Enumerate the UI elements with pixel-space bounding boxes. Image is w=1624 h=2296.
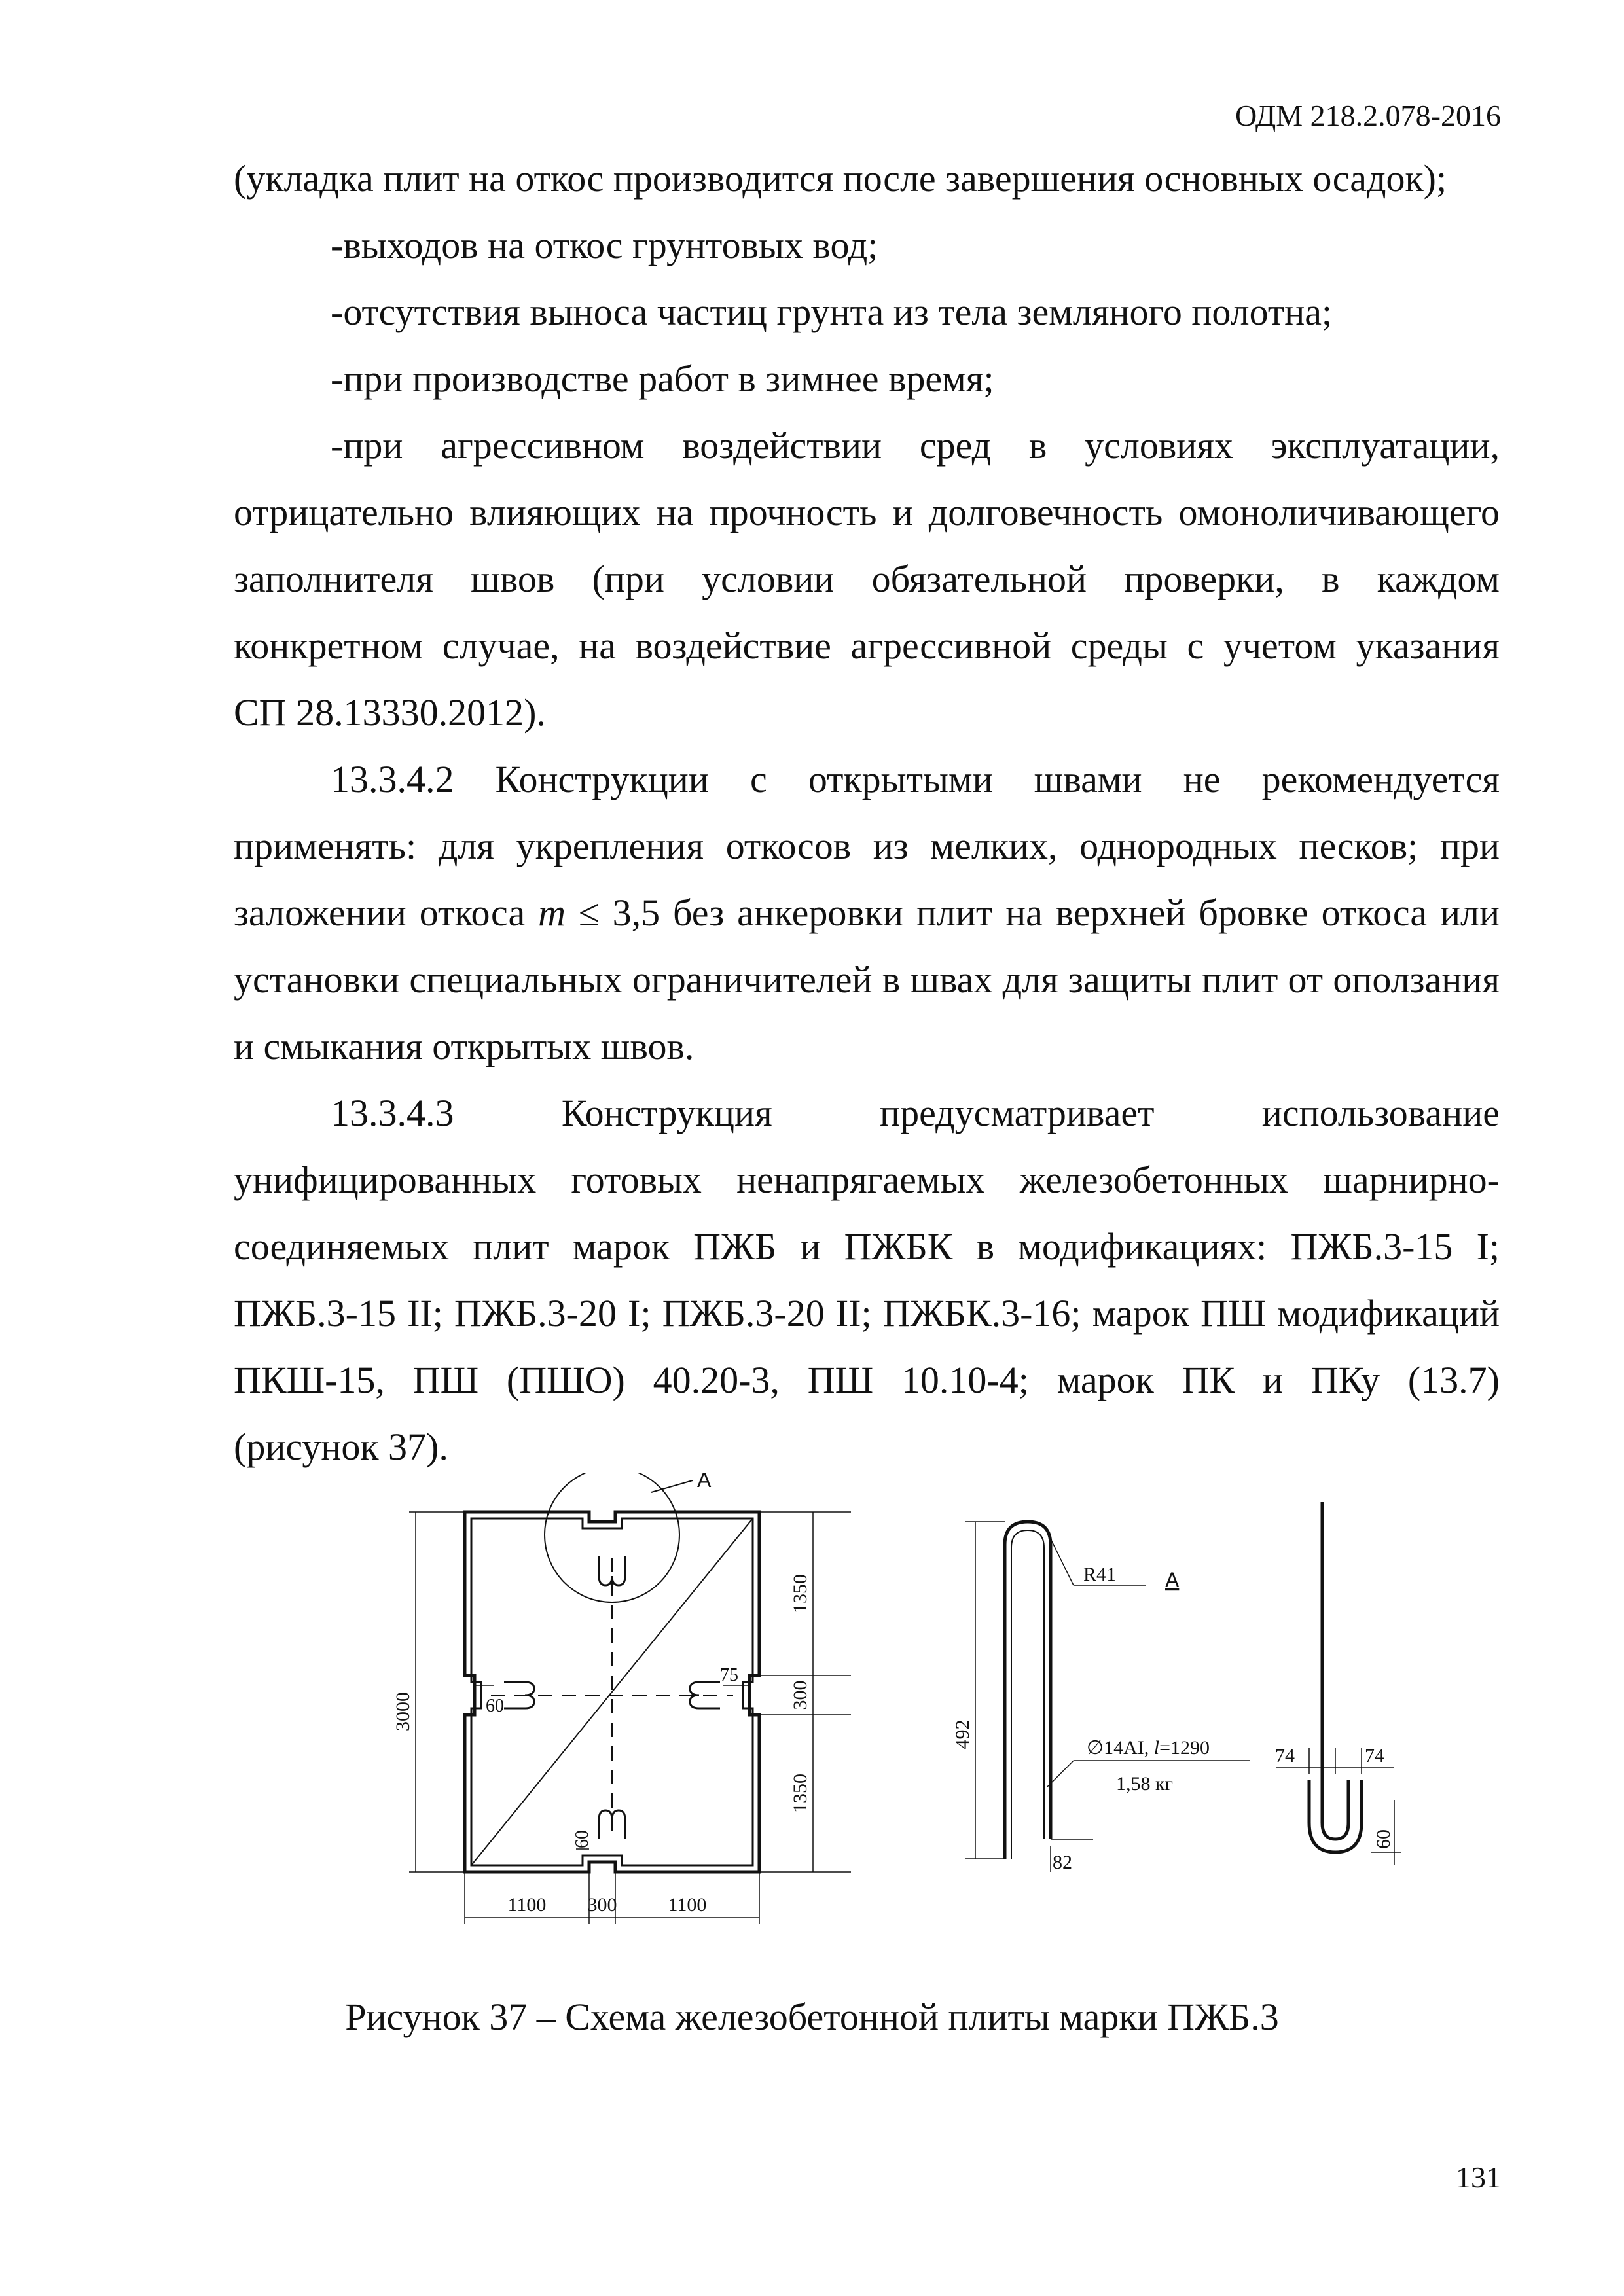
text-line xyxy=(234,880,1500,946)
rebar-spec xyxy=(1087,1737,1210,1759)
dim-bottom-right: 1100 xyxy=(668,1894,707,1916)
detail-title: А xyxy=(1165,1568,1180,1592)
side-dim-depth: 60 xyxy=(1373,1829,1394,1849)
figure-37 xyxy=(347,1473,1460,1964)
figure-caption: Рисунок 37 – Схема железобетонной плиты марки ПЖБ.3 xyxy=(345,1996,1279,2038)
leader-line xyxy=(1049,1535,1074,1585)
text-line: применять: для укрепления откосов из мелких, однородных песков; при xyxy=(234,825,1500,867)
body-text xyxy=(234,145,1500,1480)
dim-notch-right: 75 xyxy=(720,1665,738,1685)
page-number: 131 xyxy=(1456,2161,1501,2194)
dim-notch-left: 60 xyxy=(486,1696,504,1716)
text-line: унифицированных готовых ненапрягаемых железобетонных шарнирно- xyxy=(234,1158,1500,1201)
text-line: ПЖБ.3-15 II; ПЖБ.3-20 I; ПЖБ.3-20 II; ПЖБК.3-16; марок ПШ модификаций xyxy=(234,1292,1500,1335)
dim-middle-part: 300 xyxy=(789,1680,811,1710)
text-fragment: ≤ 3,5 без анкеровки плит на верхней бровке откоса или xyxy=(566,891,1500,934)
text-line: и смыкания открытых швов. xyxy=(234,1025,695,1067)
dim-notch-bottom: 60 xyxy=(572,1830,592,1848)
callout-leader xyxy=(651,1480,693,1492)
list-item: -выходов на откос грунтовых вод; xyxy=(331,224,878,266)
dim-height-total: 3000 xyxy=(392,1692,414,1731)
rebar-diameter: ∅14AI, xyxy=(1087,1737,1154,1759)
text-fragment: заложении откоса xyxy=(234,891,539,934)
slope-symbol: m xyxy=(538,891,566,934)
list-item: -при производстве работ в зимнее время; xyxy=(331,357,994,400)
text-line: отрицательно влияющих на прочность и долговечность омоноличивающего xyxy=(234,491,1500,533)
list-item: -при агрессивном воздействии сред в условиях эксплуатации, xyxy=(331,424,1500,467)
dim-bottom-mid: 300 xyxy=(587,1894,617,1916)
text-line: (укладка плит на откос производится после завершения основных осадок); xyxy=(234,157,1447,200)
loop-side-view xyxy=(1309,1502,1362,1852)
dim-top-part: 1350 xyxy=(789,1574,811,1613)
loop-foot: 82 xyxy=(1053,1852,1072,1873)
text-line: соединяемых плит марок ПЖБ и ПЖБК в модификациях: ПЖБ.3-15 I; xyxy=(234,1225,1500,1268)
loop-radius: R41 xyxy=(1083,1564,1117,1585)
loop-rod-inner xyxy=(1011,1530,1044,1859)
text-line: СП 28.13330.2012). xyxy=(234,691,546,734)
loop-length: 492 xyxy=(952,1719,973,1749)
rebar-length: =1290 xyxy=(1159,1737,1210,1759)
text-line: ПКШ-15, ПШ (ПШО) 40.20-3, ПШ 10.10-4; марок ПК и ПКу (13.7) xyxy=(234,1359,1500,1401)
rebar-length-symbol: l xyxy=(1153,1737,1160,1759)
clause-13-3-4-2: 13.3.4.2 Конструкции с открытыми швами не рекомендуется xyxy=(331,758,1500,800)
slab-drawing xyxy=(347,1473,1460,1964)
text-line: (рисунок 37). xyxy=(234,1426,448,1468)
clause-13-3-4-3: 13.3.4.3 Конструкция предусматривает использование xyxy=(331,1092,1500,1134)
document-code: ОДМ 218.2.078-2016 xyxy=(1235,99,1501,132)
dim-bottom-part: 1350 xyxy=(789,1774,811,1813)
side-dim-left: 74 xyxy=(1275,1745,1295,1767)
dim-bottom-left: 1100 xyxy=(507,1894,547,1916)
list-item: -отсутствия выноса частиц грунта из тела земляного полотна; xyxy=(331,291,1333,333)
text-line: конкретном случае, на воздействие агрессивной среды с учетом указания xyxy=(234,624,1500,667)
text-line: заполнителя швов (при условии обязательной проверки, в каждом xyxy=(234,558,1500,600)
side-dim-right: 74 xyxy=(1365,1745,1384,1767)
text-line: установки специальных ограничителей в швах для защиты плит от оползания xyxy=(234,958,1500,1001)
callout-label: А xyxy=(697,1473,712,1492)
rebar-mass: 1,58 кг xyxy=(1116,1773,1173,1795)
